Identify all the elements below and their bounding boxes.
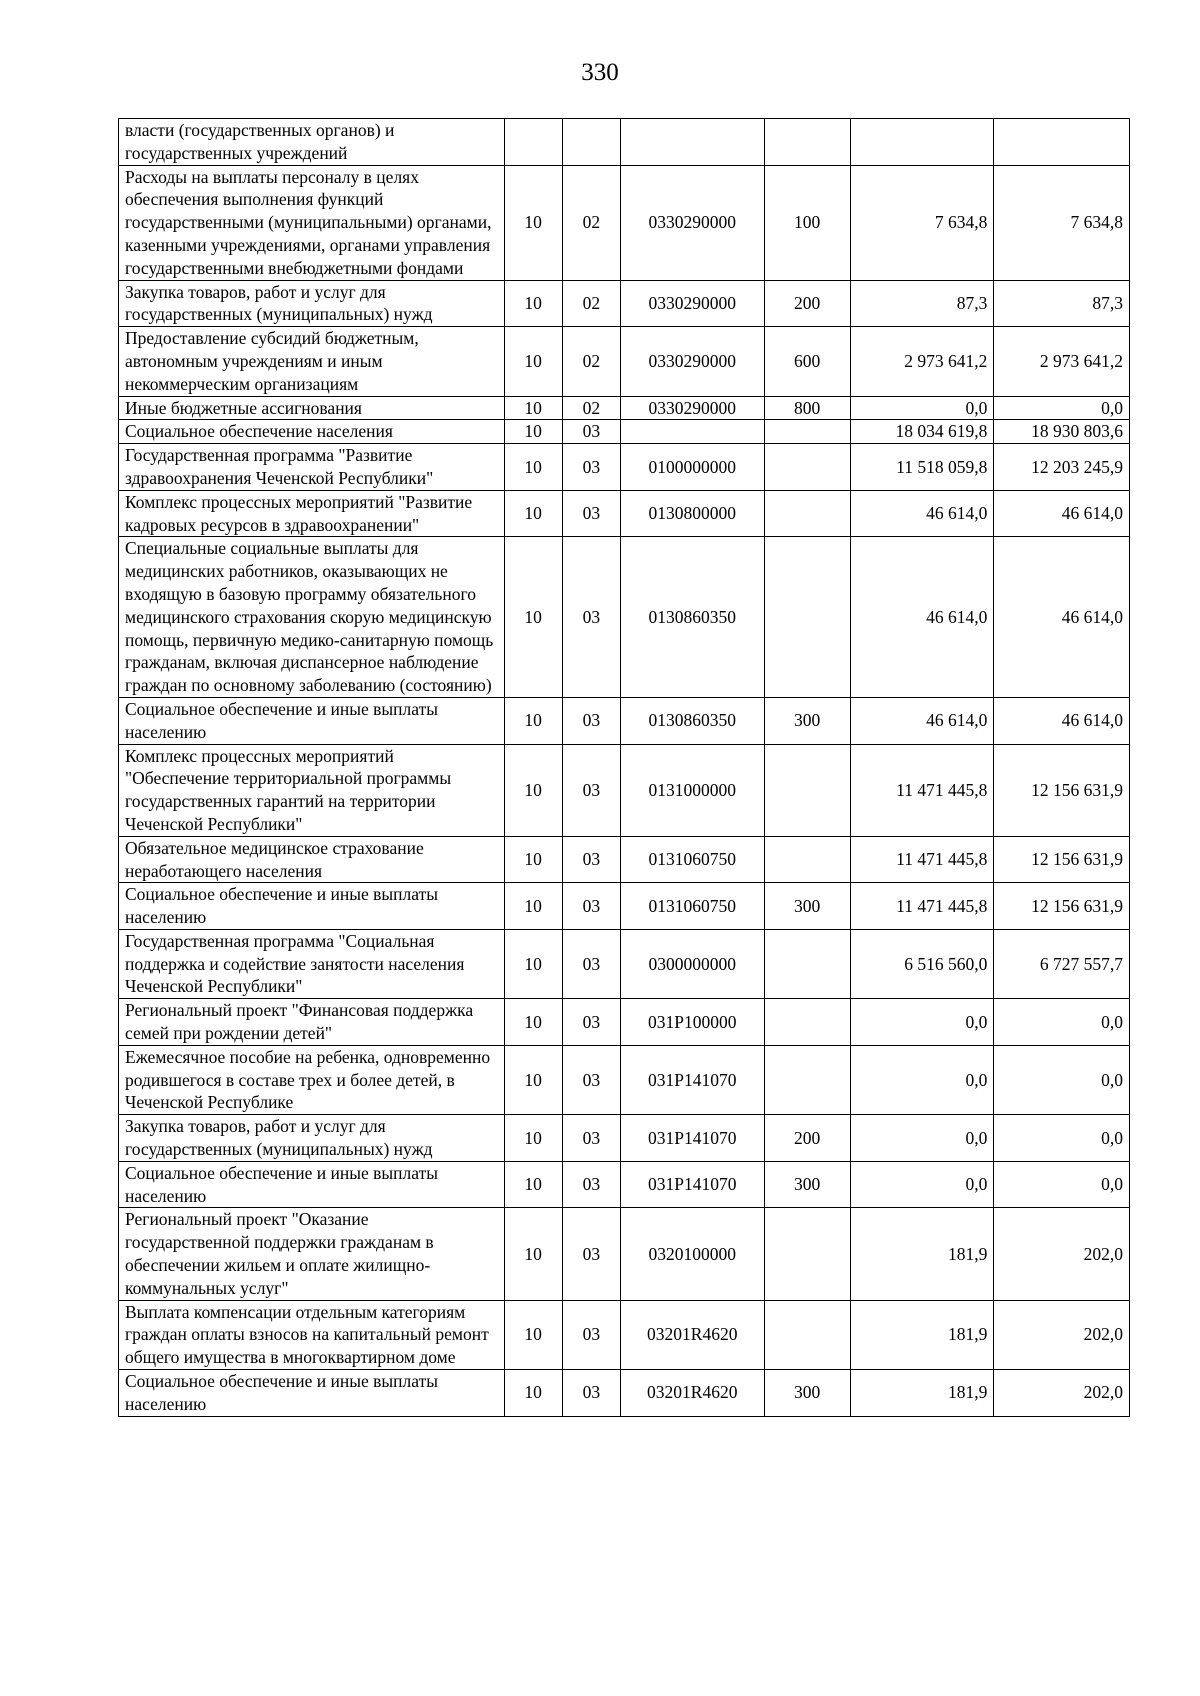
amount-year2-cell: 0,0 (994, 1115, 1130, 1162)
subsection-code-cell: 03 (562, 1161, 620, 1208)
subsection-code-cell: 03 (562, 444, 620, 491)
section-code-cell: 10 (504, 1300, 562, 1369)
expense-type-cell: 100 (764, 165, 850, 280)
table-row (119, 697, 1130, 744)
section-code-cell: 10 (504, 327, 562, 396)
amount-year2-cell: 12 156 631,9 (994, 836, 1130, 883)
subsection-code-cell: 03 (562, 537, 620, 698)
subsection-code-cell: 03 (562, 420, 620, 444)
target-article-cell: 0330290000 (620, 165, 764, 280)
target-article-cell (620, 420, 764, 444)
amount-year2-cell: 0,0 (994, 396, 1130, 420)
subsection-code-cell: 03 (562, 1045, 620, 1114)
amount-year2-cell: 0,0 (994, 1161, 1130, 1208)
target-article-cell (620, 119, 764, 166)
subsection-code-cell: 03 (562, 836, 620, 883)
expense-type-cell (764, 999, 850, 1046)
subsection-code-cell: 03 (562, 999, 620, 1046)
expense-type-cell: 200 (764, 280, 850, 327)
section-code-cell: 10 (504, 396, 562, 420)
expense-name-cell: Социальное обеспечение и иные выплаты населению (119, 697, 505, 744)
expense-name-cell: Расходы на выплаты персоналу в целях обеспечения выполнения функций государственными (муниципальными) органами, казенными учреждениями, органами управления государственными внебюджетными фондами (119, 165, 505, 280)
expense-type-cell: 300 (764, 1370, 850, 1417)
amount-year2-cell: 6 727 557,7 (994, 929, 1130, 998)
expense-type-cell: 600 (764, 327, 850, 396)
amount-year2-cell: 7 634,8 (994, 165, 1130, 280)
table-row (119, 929, 1130, 998)
section-code-cell: 10 (504, 444, 562, 491)
target-article-cell: 0131060750 (620, 836, 764, 883)
section-code-cell: 10 (504, 697, 562, 744)
target-article-cell: 03201R4620 (620, 1370, 764, 1417)
expense-name-cell: Комплекс процессных мероприятий "Развитие кадровых ресурсов в здравоохранении" (119, 490, 505, 537)
expense-type-cell (764, 1300, 850, 1369)
table-body (119, 119, 1130, 1417)
table-row (119, 1115, 1130, 1162)
subsection-code-cell: 03 (562, 490, 620, 537)
amount-year2-cell: 87,3 (994, 280, 1130, 327)
expense-name-cell: Государственная программа "Развитие здравоохранения Чеченской Республики" (119, 444, 505, 491)
section-code-cell: 10 (504, 1208, 562, 1300)
section-code-cell: 10 (504, 999, 562, 1046)
target-article-cell: 0300000000 (620, 929, 764, 998)
section-code-cell: 10 (504, 836, 562, 883)
expense-type-cell: 300 (764, 883, 850, 930)
budget-table (118, 118, 1130, 1417)
section-code-cell: 10 (504, 1115, 562, 1162)
table-row (119, 537, 1130, 698)
target-article-cell: 0130860350 (620, 697, 764, 744)
table-row (119, 1161, 1130, 1208)
expense-type-cell (764, 420, 850, 444)
page-number: 330 (581, 59, 619, 86)
amount-year1-cell (850, 119, 994, 166)
expense-type-cell (764, 1208, 850, 1300)
expense-name-cell: Специальные социальные выплаты для медицинских работников, оказывающих не входящую в базовую программу обязательного медицинского страхования скорую медицинскую помощь, первичную медико-санитарную помощь гражданам, включая диспансерное наблюдение граждан по основному заболеванию (состоянию) (119, 537, 505, 698)
amount-year1-cell: 18 034 619,8 (850, 420, 994, 444)
expense-type-cell (764, 490, 850, 537)
target-article-cell: 031P141070 (620, 1115, 764, 1162)
target-article-cell: 03201R4620 (620, 1300, 764, 1369)
table-row (119, 280, 1130, 327)
section-code-cell: 10 (504, 420, 562, 444)
subsection-code-cell: 03 (562, 697, 620, 744)
amount-year2-cell: 46 614,0 (994, 537, 1130, 698)
amount-year1-cell: 181,9 (850, 1208, 994, 1300)
section-code-cell: 10 (504, 883, 562, 930)
expense-type-cell: 300 (764, 697, 850, 744)
expense-name-cell: Закупка товаров, работ и услуг для государственных (муниципальных) нужд (119, 1115, 505, 1162)
target-article-cell: 0330290000 (620, 280, 764, 327)
expense-name-cell: Обязательное медицинское страхование неработающего населения (119, 836, 505, 883)
table-row (119, 1300, 1130, 1369)
table-row (119, 396, 1130, 420)
amount-year1-cell: 46 614,0 (850, 537, 994, 698)
amount-year1-cell: 46 614,0 (850, 697, 994, 744)
table-row (119, 744, 1130, 836)
section-code-cell: 10 (504, 490, 562, 537)
expense-type-cell (764, 1045, 850, 1114)
target-article-cell: 0100000000 (620, 444, 764, 491)
amount-year2-cell: 202,0 (994, 1370, 1130, 1417)
amount-year1-cell: 0,0 (850, 999, 994, 1046)
amount-year1-cell: 6 516 560,0 (850, 929, 994, 998)
target-article-cell: 0130800000 (620, 490, 764, 537)
table-row (119, 1045, 1130, 1114)
table-row (119, 327, 1130, 396)
target-article-cell: 0330290000 (620, 327, 764, 396)
expense-type-cell (764, 444, 850, 491)
subsection-code-cell: 03 (562, 1370, 620, 1417)
section-code-cell: 10 (504, 537, 562, 698)
amount-year1-cell: 46 614,0 (850, 490, 994, 537)
amount-year2-cell: 0,0 (994, 1045, 1130, 1114)
subsection-code-cell: 03 (562, 1115, 620, 1162)
amount-year2-cell: 202,0 (994, 1208, 1130, 1300)
expense-name-cell: Региональный проект "Финансовая поддержка семей при рождении детей" (119, 999, 505, 1046)
expense-type-cell (764, 744, 850, 836)
target-article-cell: 0131060750 (620, 883, 764, 930)
expense-name-cell: Предоставление субсидий бюджетным, автономным учреждениям и иным некоммерческим организациям (119, 327, 505, 396)
expense-name-cell: Выплата компенсации отдельным категориям граждан оплаты взносов на капитальный ремонт общего имущества в многоквартирном доме (119, 1300, 505, 1369)
expense-type-cell: 800 (764, 396, 850, 420)
amount-year1-cell: 0,0 (850, 1115, 994, 1162)
amount-year1-cell: 181,9 (850, 1300, 994, 1369)
expense-type-cell: 200 (764, 1115, 850, 1162)
expense-type-cell (764, 836, 850, 883)
target-article-cell: 031P100000 (620, 999, 764, 1046)
amount-year1-cell: 11 471 445,8 (850, 836, 994, 883)
expense-name-cell: Социальное обеспечение и иные выплаты населению (119, 1161, 505, 1208)
expense-type-cell (764, 537, 850, 698)
table-row (119, 119, 1130, 166)
expense-name-cell: Иные бюджетные ассигнования (119, 396, 505, 420)
subsection-code-cell: 03 (562, 1300, 620, 1369)
amount-year1-cell: 0,0 (850, 1045, 994, 1114)
expense-name-cell: Закупка товаров, работ и услуг для государственных (муниципальных) нужд (119, 280, 505, 327)
amount-year1-cell: 11 471 445,8 (850, 744, 994, 836)
amount-year1-cell: 7 634,8 (850, 165, 994, 280)
amount-year2-cell: 12 156 631,9 (994, 883, 1130, 930)
amount-year2-cell: 18 930 803,6 (994, 420, 1130, 444)
section-code-cell: 10 (504, 1370, 562, 1417)
target-article-cell: 0131000000 (620, 744, 764, 836)
amount-year1-cell: 11 518 059,8 (850, 444, 994, 491)
amount-year1-cell: 0,0 (850, 396, 994, 420)
target-article-cell: 031P141070 (620, 1161, 764, 1208)
subsection-code-cell: 02 (562, 165, 620, 280)
section-code-cell: 10 (504, 165, 562, 280)
expense-name-cell: Государственная программа "Социальная поддержка и содействие занятости населения Чеченской Республики" (119, 929, 505, 998)
table-row (119, 999, 1130, 1046)
table-row (119, 1370, 1130, 1417)
target-article-cell: 031P141070 (620, 1045, 764, 1114)
subsection-code-cell (562, 119, 620, 166)
subsection-code-cell: 02 (562, 280, 620, 327)
expense-type-cell: 300 (764, 1161, 850, 1208)
subsection-code-cell: 02 (562, 396, 620, 420)
section-code-cell: 10 (504, 280, 562, 327)
subsection-code-cell: 03 (562, 929, 620, 998)
table-row (119, 1208, 1130, 1300)
section-code-cell: 10 (504, 929, 562, 998)
expense-name-cell: власти (государственных органов) и государственных учреждений (119, 119, 505, 166)
amount-year2-cell: 202,0 (994, 1300, 1130, 1369)
amount-year2-cell: 46 614,0 (994, 490, 1130, 537)
table-row (119, 836, 1130, 883)
table-row (119, 883, 1130, 930)
target-article-cell: 0330290000 (620, 396, 764, 420)
target-article-cell: 0130860350 (620, 537, 764, 698)
expense-type-cell (764, 119, 850, 166)
expense-name-cell: Региональный проект "Оказание государственной поддержки гражданам в обеспечении жильем и оплате жилищно-коммунальных услуг" (119, 1208, 505, 1300)
amount-year2-cell: 12 203 245,9 (994, 444, 1130, 491)
expense-name-cell: Социальное обеспечение и иные выплаты населению (119, 1370, 505, 1417)
amount-year1-cell: 0,0 (850, 1161, 994, 1208)
amount-year1-cell: 87,3 (850, 280, 994, 327)
amount-year1-cell: 181,9 (850, 1370, 994, 1417)
amount-year2-cell: 2 973 641,2 (994, 327, 1130, 396)
subsection-code-cell: 03 (562, 744, 620, 836)
section-code-cell: 10 (504, 1161, 562, 1208)
table-row (119, 490, 1130, 537)
subsection-code-cell: 03 (562, 883, 620, 930)
section-code-cell (504, 119, 562, 166)
table-row (119, 420, 1130, 444)
expense-name-cell: Социальное обеспечение и иные выплаты населению (119, 883, 505, 930)
amount-year2-cell: 0,0 (994, 999, 1130, 1046)
section-code-cell: 10 (504, 1045, 562, 1114)
table-row (119, 165, 1130, 280)
expense-name-cell: Ежемесячное пособие на ребенка, одновременно родившегося в составе трех и более детей, в Чеченской Республике (119, 1045, 505, 1114)
amount-year2-cell: 46 614,0 (994, 697, 1130, 744)
target-article-cell: 0320100000 (620, 1208, 764, 1300)
amount-year2-cell (994, 119, 1130, 166)
expense-name-cell: Социальное обеспечение населения (119, 420, 505, 444)
amount-year2-cell: 12 156 631,9 (994, 744, 1130, 836)
subsection-code-cell: 03 (562, 1208, 620, 1300)
amount-year1-cell: 2 973 641,2 (850, 327, 994, 396)
table-row (119, 444, 1130, 491)
section-code-cell: 10 (504, 744, 562, 836)
amount-year1-cell: 11 471 445,8 (850, 883, 994, 930)
subsection-code-cell: 02 (562, 327, 620, 396)
expense-type-cell (764, 929, 850, 998)
expense-name-cell: Комплекс процессных мероприятий "Обеспечение территориальной программы государственных гарантий на территории Чеченской Республики" (119, 744, 505, 836)
